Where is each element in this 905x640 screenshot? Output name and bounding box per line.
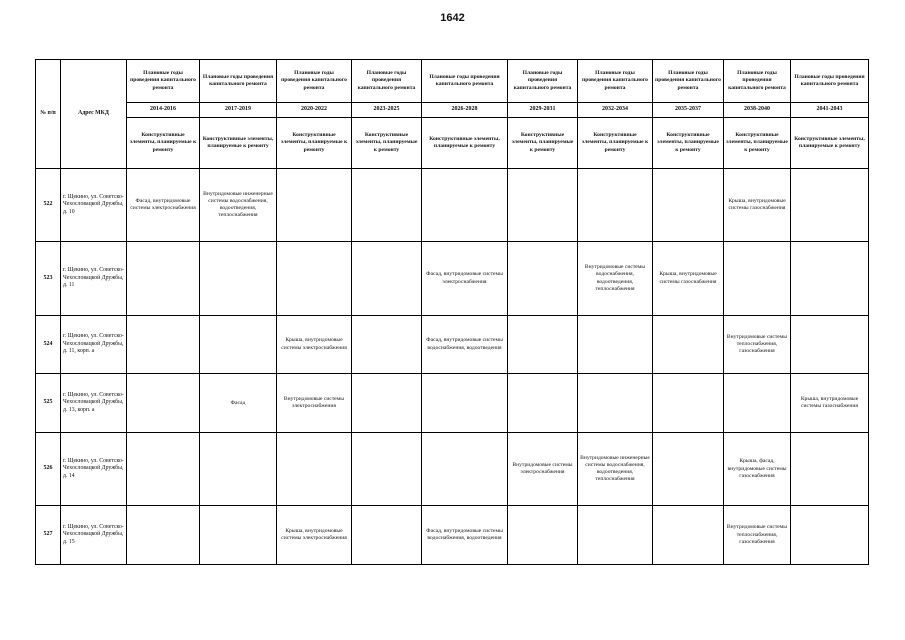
header-elements-label: Конструктивные элементы, планируемые к ремонту: [791, 118, 869, 169]
planned-work-cell: Фасад, внутридомовые системы водоснабжения, водоотведения: [422, 506, 508, 565]
planned-work-cell: [791, 432, 869, 505]
planned-work-cell: [200, 506, 277, 565]
header-period: 2026-2028: [422, 103, 508, 118]
planned-work-cell: [578, 374, 653, 433]
planned-work-cell: [578, 506, 653, 565]
planned-work-cell: [277, 432, 352, 505]
row-number: 526: [36, 432, 61, 505]
header-elements-label: Конструктивные элементы, планируемые к ремонту: [508, 118, 578, 169]
planned-work-cell: [508, 242, 578, 315]
header-period: 2020-2022: [277, 103, 352, 118]
planned-work-cell: [352, 169, 422, 242]
planned-work-cell: [127, 432, 200, 505]
table-row: [36, 242, 869, 315]
table-row: [36, 374, 869, 433]
planned-work-cell: [791, 315, 869, 374]
planned-work-cell: [422, 432, 508, 505]
planned-work-cell: [352, 506, 422, 565]
planned-work-cell: [422, 169, 508, 242]
row-address: г. Щекино, ул. Советско-Чехословацкой Дружбы, д. 15: [61, 506, 127, 565]
planned-work-cell: Крыша, внутридомовые системы электроснабжения: [277, 315, 352, 374]
planned-work-cell: Внутридомовые инженерные системы водоснабжения, водоотведения, теплоснабжения: [578, 432, 653, 505]
planned-work-cell: [724, 374, 791, 433]
header-num: № п/п: [36, 60, 61, 169]
planned-work-cell: [791, 242, 869, 315]
row-address: г. Щекино, ул. Советско-Чехословацкой Дружбы, д. 10: [61, 169, 127, 242]
row-number: 525: [36, 374, 61, 433]
planned-work-cell: [578, 169, 653, 242]
header-period: 2014-2016: [127, 103, 200, 118]
planned-work-cell: Внутридомовые инженерные системы водоснабжения, водоотведения, теплоснабжения: [200, 169, 277, 242]
planned-work-cell: [352, 242, 422, 315]
header-years-group: Плановые годы проведения капитального ремонта: [127, 60, 200, 103]
planned-work-cell: [200, 432, 277, 505]
planned-work-cell: Фасад, внутридомовые системы электроснабжения: [127, 169, 200, 242]
planned-work-cell: [653, 374, 724, 433]
header-years-group: Плановые годы проведения капитального ремонта: [200, 60, 277, 103]
row-address: г. Щекино, ул. Советско-Чехословацкой Дружбы, д. 13, корп. а: [61, 374, 127, 433]
planned-work-cell: [277, 242, 352, 315]
row-number: 522: [36, 169, 61, 242]
page-number: 1642: [440, 12, 465, 24]
capital-repair-table: [35, 59, 869, 565]
planned-work-cell: [724, 242, 791, 315]
planned-work-cell: [352, 315, 422, 374]
header-elements-label: Конструктивные элементы, планируемые к ремонту: [578, 118, 653, 169]
header-period: 2017-2019: [200, 103, 277, 118]
planned-work-cell: [352, 432, 422, 505]
header-elements-label: Конструктивные элементы, планируемые к ремонту: [127, 118, 200, 169]
planned-work-cell: [200, 242, 277, 315]
planned-work-cell: [127, 315, 200, 374]
header-years-group: Плановые годы проведения капитального ремонта: [352, 60, 422, 103]
planned-work-cell: [508, 169, 578, 242]
planned-work-cell: Крыша, фасад, внутридомовые системы газоснабжения: [724, 432, 791, 505]
header-period: 2023-2025: [352, 103, 422, 118]
header-elements-label: Конструктивные элементы, планируемые к ремонту: [422, 118, 508, 169]
header-period: 2032-2034: [578, 103, 653, 118]
planned-work-cell: [653, 315, 724, 374]
planned-work-cell: [422, 374, 508, 433]
header-elements-label: Конструктивные элементы, планируемые к ремонту: [200, 118, 277, 169]
planned-work-cell: [277, 169, 352, 242]
planned-work-cell: [200, 315, 277, 374]
planned-work-cell: [508, 374, 578, 433]
planned-work-cell: [352, 374, 422, 433]
planned-work-cell: Крыша, внутридомовые системы электроснабжения: [277, 506, 352, 565]
row-number: 527: [36, 506, 61, 565]
header-period: 2035-2037: [653, 103, 724, 118]
planned-work-cell: Крыша, внутридомовые системы газоснабжения: [791, 374, 869, 433]
planned-work-cell: [653, 506, 724, 565]
planned-work-cell: [653, 432, 724, 505]
header-years-group: Плановые годы проведения капитального ремонта: [277, 60, 352, 103]
row-number: 523: [36, 242, 61, 315]
planned-work-cell: [127, 374, 200, 433]
table-row: [36, 315, 869, 374]
planned-work-cell: Внутридомовые системы водоснабжения, водоотведения, теплоснабжения: [578, 242, 653, 315]
planned-work-cell: [653, 169, 724, 242]
planned-work-cell: Внутридомовые системы теплоснабжения, газоснабжения: [724, 315, 791, 374]
row-address: г. Щекино, ул. Советско-Чехословацкой Дружбы, д. 11: [61, 242, 127, 315]
planned-work-cell: [791, 506, 869, 565]
header-elements-label: Конструктивные элементы, планируемые к ремонту: [352, 118, 422, 169]
planned-work-cell: Фасад: [200, 374, 277, 433]
header-elements-label: Конструктивные элементы, планируемые к ремонту: [277, 118, 352, 169]
header-years-group: Плановые годы проведения капитального ремонта: [422, 60, 508, 103]
planned-work-cell: [127, 506, 200, 565]
planned-work-cell: Внутридомовые системы электроснабжения: [277, 374, 352, 433]
planned-work-cell: [508, 506, 578, 565]
table-row: [36, 169, 869, 242]
header-years-group: Плановые годы проведения капитального ремонта: [508, 60, 578, 103]
planned-work-cell: [127, 242, 200, 315]
table-row: [36, 506, 869, 565]
header-years-group: Плановые годы проведения капитального ремонта: [724, 60, 791, 103]
table-row: [36, 432, 869, 505]
row-number: 524: [36, 315, 61, 374]
header-period: 2041-2043: [791, 103, 869, 118]
header-years-group: Плановые годы проведения капитального ремонта: [653, 60, 724, 103]
row-address: г. Щекино, ул. Советско-Чехословацкой Дружбы, д. 14: [61, 432, 127, 505]
header-period: 2038-2040: [724, 103, 791, 118]
header-elements-label: Конструктивные элементы, планируемые к ремонту: [724, 118, 791, 169]
row-address: г. Щекино, ул. Советско-Чехословацкой Дружбы, д. 11, корп. а: [61, 315, 127, 374]
planned-work-cell: Фасад, внутридомовые системы водоснабжения, водоотведения: [422, 315, 508, 374]
header-address: Адрес МКД: [61, 60, 127, 169]
header-elements-label: Конструктивные элементы, планируемые к ремонту: [653, 118, 724, 169]
planned-work-cell: Фасад, внутридомовые системы электроснабжения: [422, 242, 508, 315]
planned-work-cell: [578, 315, 653, 374]
header-period: 2029-2031: [508, 103, 578, 118]
planned-work-cell: Крыша, внутридомовые системы газоснабжения: [724, 169, 791, 242]
planned-work-cell: Внутридомовые системы электроснабжения: [508, 432, 578, 505]
planned-work-cell: Внутридомовые системы теплоснабжения, газоснабжения: [724, 506, 791, 565]
planned-work-cell: [791, 169, 869, 242]
header-years-group: Плановые годы проведения капитального ремонта: [791, 60, 869, 103]
planned-work-cell: Крыша, внутридомовые системы газоснабжения: [653, 242, 724, 315]
header-years-group: Плановые годы проведения капитального ремонта: [578, 60, 653, 103]
planned-work-cell: [508, 315, 578, 374]
